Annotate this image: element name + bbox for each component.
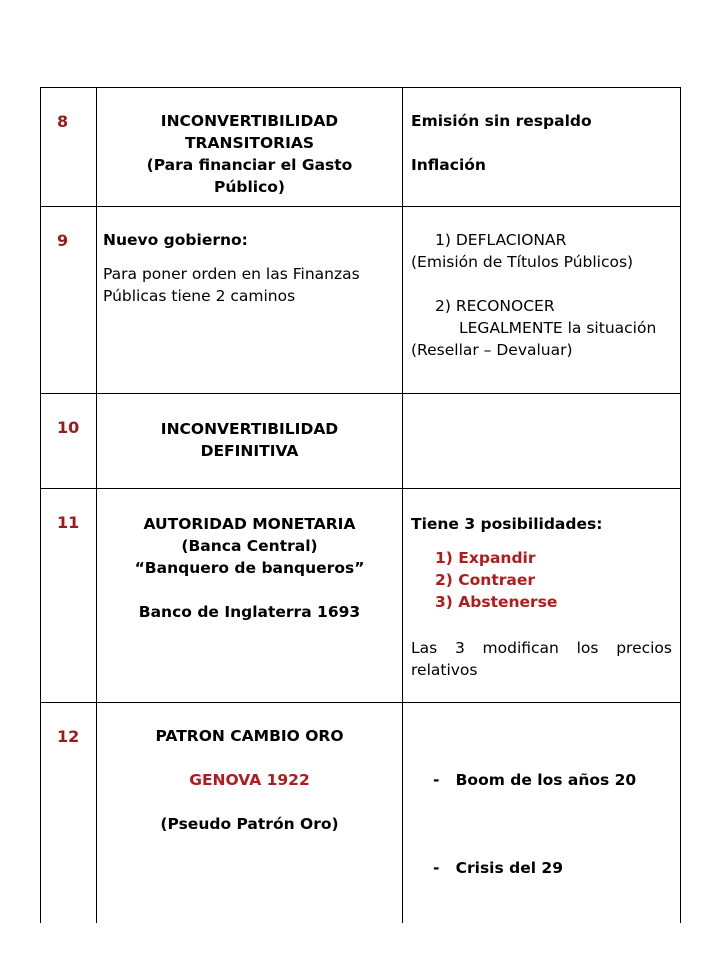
option-2: 2) RECONOCER xyxy=(435,297,555,315)
table-row-12 xyxy=(41,703,681,924)
left-line: INCONVERTIBILIDAD xyxy=(160,420,339,438)
option-2-cont: LEGALMENTE la situación xyxy=(459,319,657,337)
bullet-item: - Crisis del 29 xyxy=(433,859,564,877)
option-1-note: (Emisión de Títulos Públicos) xyxy=(411,253,634,271)
right-line: Inflación xyxy=(411,156,486,174)
note-line: relativos xyxy=(411,661,478,679)
left-cell xyxy=(97,394,403,489)
left-line: TRANSITORIAS xyxy=(184,134,315,152)
left-line: INCONVERTIBILIDAD xyxy=(160,112,339,130)
left-text-line: Para poner orden en las Finanzas xyxy=(103,265,360,283)
table-row-10 xyxy=(41,394,681,489)
row-number-cell xyxy=(41,88,97,207)
left-line: AUTORIDAD MONETARIA xyxy=(143,515,356,533)
left-line: “Banquero de banqueros” xyxy=(134,559,365,577)
row-number: 11 xyxy=(57,513,80,532)
option-item: 3) Abstenerse xyxy=(435,593,558,611)
left-cell xyxy=(97,207,403,394)
left-line: (Pseudo Patrón Oro) xyxy=(160,815,339,833)
content-table xyxy=(40,87,681,923)
row-number: 10 xyxy=(57,418,80,437)
content-table-container xyxy=(40,87,680,923)
row-number: 8 xyxy=(57,112,69,131)
row-number-cell xyxy=(41,489,97,703)
row-number: 9 xyxy=(57,231,69,250)
row-number-cell xyxy=(41,703,97,924)
left-text-line: Públicas tiene 2 caminos xyxy=(103,287,296,305)
left-line: (Banca Central) xyxy=(181,537,318,555)
right-title: Tiene 3 posibilidades: xyxy=(411,515,603,533)
table-row-11 xyxy=(41,489,681,703)
row-number-cell xyxy=(41,207,97,394)
bullet-item: - Boom de los años 20 xyxy=(433,771,637,789)
right-cell xyxy=(403,88,681,207)
left-cell xyxy=(97,489,403,703)
option-item: 2) Contraer xyxy=(435,571,535,589)
option-2-note: (Resellar – Devaluar) xyxy=(411,341,573,359)
left-line: Público) xyxy=(213,178,286,196)
left-cell xyxy=(97,703,403,924)
row-number: 12 xyxy=(57,727,80,746)
right-cell-empty xyxy=(403,394,681,489)
left-cell xyxy=(97,88,403,207)
table-row-9 xyxy=(41,207,681,394)
right-cell xyxy=(403,207,681,394)
table-row-8 xyxy=(41,88,681,207)
left-title: Nuevo gobierno: xyxy=(103,231,248,249)
left-line: DEFINITIVA xyxy=(200,442,299,460)
option-item: 1) Expandir xyxy=(435,549,536,567)
left-line: PATRON CAMBIO ORO xyxy=(155,727,344,745)
option-1: 1) DEFLACIONAR xyxy=(435,231,567,249)
row-number-cell xyxy=(41,394,97,489)
right-cell xyxy=(403,703,681,924)
note-line: Las 3 modifican los precios xyxy=(411,639,672,657)
left-line-highlight: GENOVA 1922 xyxy=(189,771,310,789)
right-line: Emisión sin respaldo xyxy=(411,112,592,130)
left-line: Banco de Inglaterra 1693 xyxy=(138,603,361,621)
left-line: (Para financiar el Gasto xyxy=(146,156,353,174)
right-cell xyxy=(403,489,681,703)
